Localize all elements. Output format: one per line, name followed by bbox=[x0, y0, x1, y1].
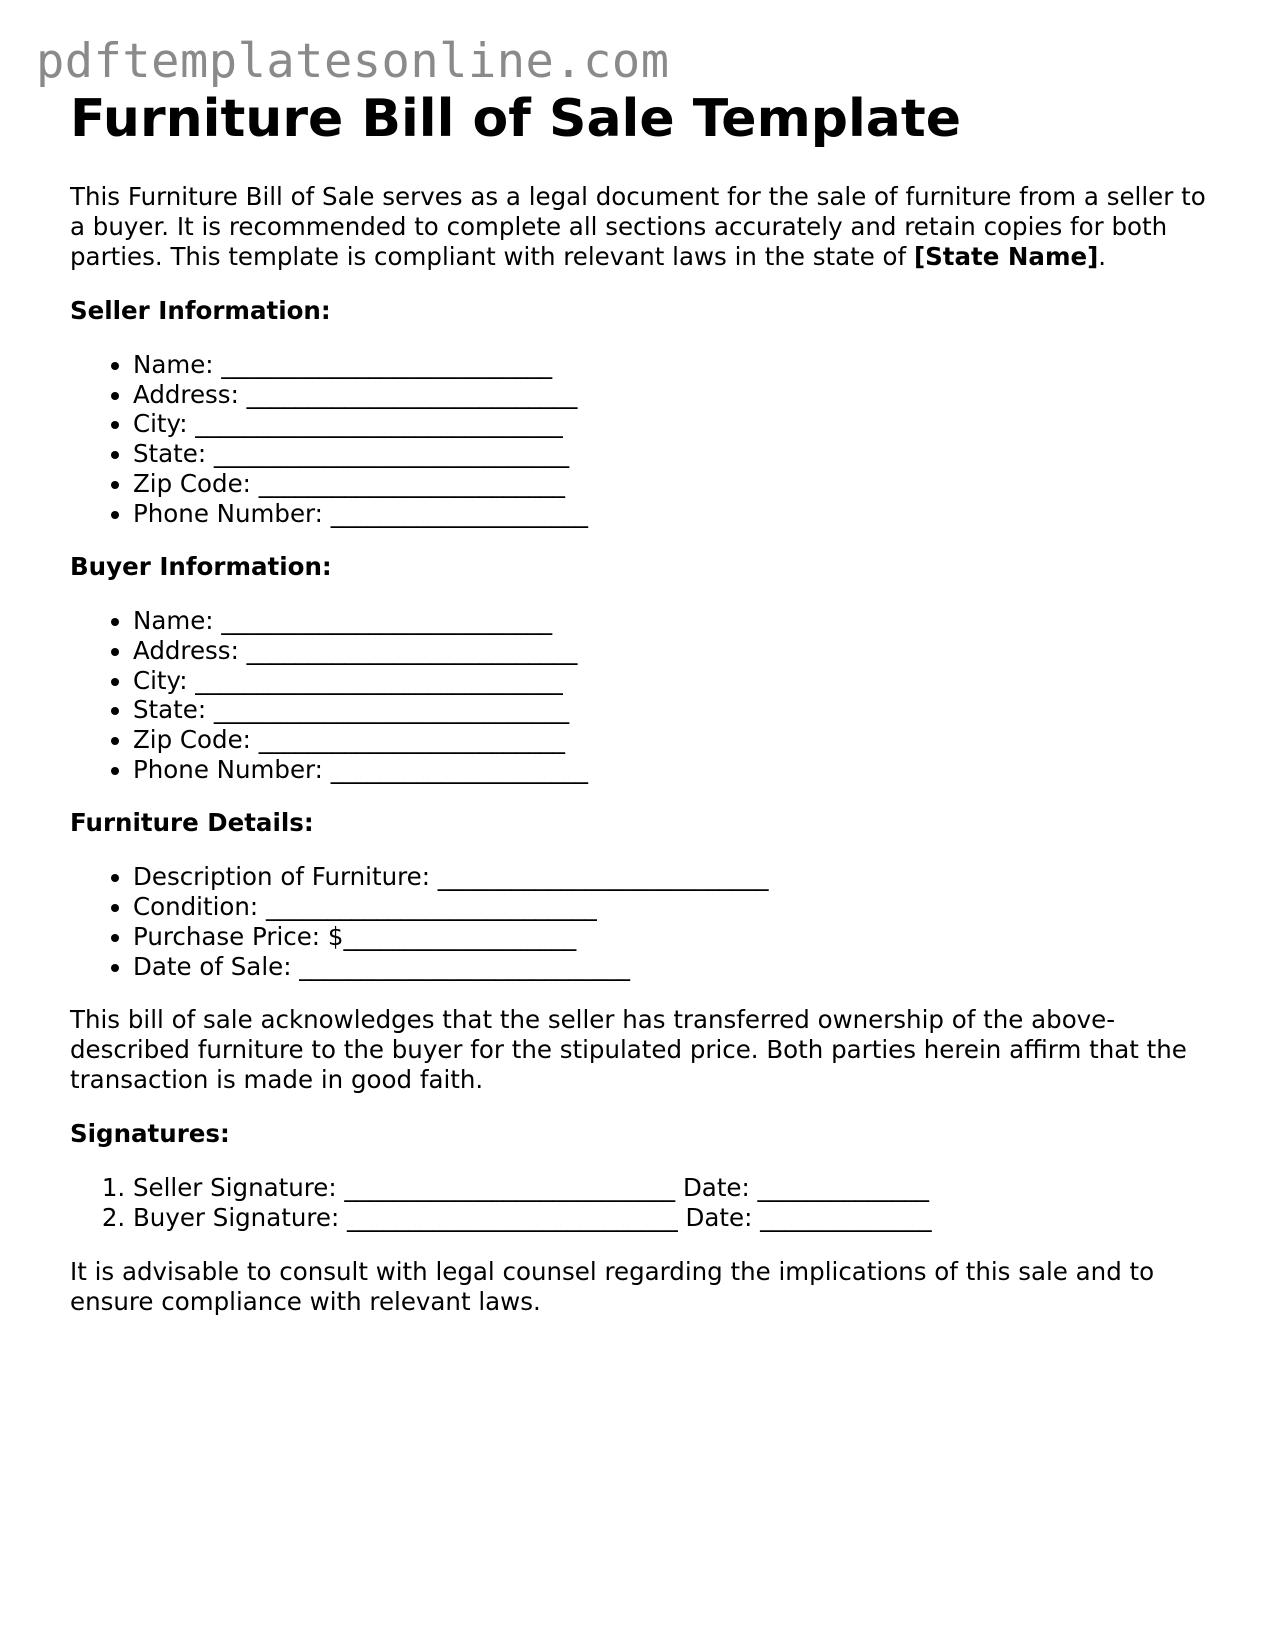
watermark: pdftemplatesonline.com bbox=[36, 34, 670, 89]
intro-text: This Furniture Bill of Sale serves as a legal document for the sale of furniture from a seller to a buyer. It is recommended to complete all sections accurately and retain copies for both parties. This template is compliant with relevant laws in the state of bbox=[70, 182, 1206, 271]
seller-phone-field[interactable]: • Phone Number: _____________________ bbox=[133, 499, 1210, 529]
seller-address-field[interactable]: • Address: ___________________________ bbox=[133, 380, 1210, 410]
buyer-signature-line[interactable]: 2. Buyer Signature: ___________________________ Date: ______________ bbox=[133, 1203, 1210, 1233]
advice-paragraph: It is advisable to consult with legal counsel regarding the implications of this sale and to ensure compliance with relevant laws. bbox=[70, 1256, 1155, 1316]
seller-city-field[interactable]: • City: ______________________________ bbox=[133, 409, 1210, 439]
page-title: Furniture Bill of Sale Template bbox=[70, 89, 962, 149]
buyer-zip-field[interactable]: • Zip Code: _________________________ bbox=[133, 725, 1210, 755]
furniture-field-list bbox=[70, 862, 1210, 981]
document-page bbox=[70, 88, 1210, 1317]
purchase-price-field[interactable]: • Purchase Price: $___________________ bbox=[133, 922, 1210, 952]
buyer-heading: Buyer Information: bbox=[70, 552, 332, 582]
buyer-city-field[interactable]: • City: ______________________________ bbox=[133, 666, 1210, 696]
seller-name-field[interactable]: • Name: ___________________________ bbox=[133, 350, 1210, 380]
buyer-phone-field[interactable]: • Phone Number: _____________________ bbox=[133, 755, 1210, 785]
date-of-sale-field[interactable]: • Date of Sale: ___________________________ bbox=[133, 952, 1210, 982]
signature-list bbox=[70, 1173, 1210, 1232]
seller-zip-field[interactable]: • Zip Code: _________________________ bbox=[133, 469, 1210, 499]
seller-state-field[interactable]: • State: _____________________________ bbox=[133, 439, 1210, 469]
buyer-field-list bbox=[70, 606, 1210, 784]
furniture-condition-field[interactable]: • Condition: ___________________________ bbox=[133, 892, 1210, 922]
intro-end: . bbox=[1098, 242, 1107, 271]
furniture-heading: Furniture Details: bbox=[70, 808, 314, 838]
state-name-placeholder: [State Name] bbox=[913, 242, 1099, 271]
buyer-address-field[interactable]: • Address: ___________________________ bbox=[133, 636, 1210, 666]
buyer-name-field[interactable]: • Name: ___________________________ bbox=[133, 606, 1210, 636]
intro-paragraph bbox=[70, 182, 1210, 272]
signatures-heading: Signatures: bbox=[70, 1119, 230, 1149]
buyer-state-field[interactable]: • State: _____________________________ bbox=[133, 695, 1210, 725]
seller-heading: Seller Information: bbox=[70, 296, 331, 325]
seller-field-list bbox=[70, 350, 1210, 528]
seller-signature-line[interactable]: 1. Seller Signature: ___________________________ Date: ______________ bbox=[133, 1173, 1210, 1203]
acknowledgement-paragraph: This bill of sale acknowledges that the seller has transferred ownership of the above-described furniture to the buyer for the stipulated price. Both parties herein affirm that the transaction is made in good faith. bbox=[70, 1005, 1187, 1095]
furniture-description-field[interactable]: • Description of Furniture: ___________________________ bbox=[133, 862, 1210, 892]
